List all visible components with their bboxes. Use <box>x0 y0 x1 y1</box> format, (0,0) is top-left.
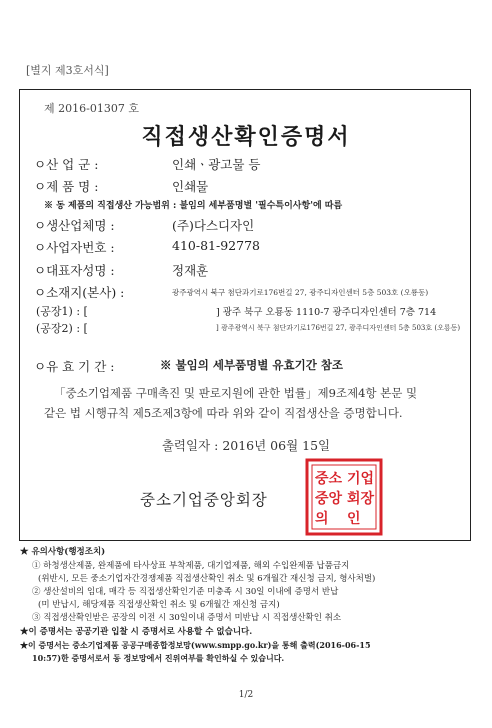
note-2: ② 생산설비의 임대, 매각 등 직접생산확인기준 미충족 시 30일 이내에 증명서 반납 <box>32 587 339 597</box>
note-2b: (미 반납시, 해당제품 직접생산확인 취소 및 6개월간 재신청 금지) <box>38 600 280 610</box>
note-1b: (위반시, 모든 중소기업자간경쟁제품 직접생산확인 취소 및 6개월간 재신청 금지, 형사처벌) <box>38 574 376 584</box>
svg-text:인: 인 <box>347 511 361 527</box>
note-5b: 10:57)한 증명서로서 동 정보망에서 진위여부를 확인하실 수 있습니다. <box>32 653 285 663</box>
notes-header: ★ 유의사항(행정조치) <box>20 547 106 557</box>
bizno-label: ㅇ사업자번호 : <box>34 240 115 255</box>
product-name-label: ㅇ제 품 명 : <box>34 179 99 194</box>
body-line-1: 「중소기업제품 구매촉진 및 판로지원에 관한 법률」제9조제4항 본문 및 <box>54 386 418 400</box>
svg-text:기업: 기업 <box>347 471 375 487</box>
form-number: [별지 제3호서식] <box>26 64 109 77</box>
validity-value: ※ 불임의 세부품명별 유효기간 참조 <box>160 358 344 372</box>
address-label: ㅇ소재지(본사) : <box>34 285 125 300</box>
product-name-value: 인쇄물 <box>172 179 209 194</box>
page-number: 1/2 <box>238 690 254 700</box>
factory1-value: ] 광주 북구 오룡동 1110-7 광주디자인센터 7층 714 <box>216 307 437 318</box>
note-3: ③ 직접생산확인받은 공장의 이전 시 30일이내 증명서 미반납 시 직접생산확인 취소 <box>32 613 342 623</box>
svg-text:중앙: 중앙 <box>315 491 343 507</box>
product-group-label: ㅇ산 업 군 : <box>34 157 99 172</box>
document-title: 직접생산확인증명서 <box>141 124 351 150</box>
body-line-2: 같은 법 시행규칙 제5조제3항에 따라 위와 같이 직접생산을 증명합니다. <box>44 406 403 420</box>
ceo-label: ㅇ대표자성명 : <box>34 263 115 278</box>
company-label: ㅇ생산업체명 : <box>34 218 115 233</box>
official-seal <box>305 458 383 536</box>
company-value: (주)다스디자인 <box>172 218 255 233</box>
factory2-value: ] 광주광역시 북구 첨단과기로176번길 27, 광주디자인센터 5층 503호 (오룡동) <box>216 324 461 332</box>
bizno-value: 410-81-92778 <box>172 238 260 253</box>
note-4: ★이 증명서는 공공기관 입찰 시 증명서로 사용할 수 없습니다. <box>20 627 253 637</box>
svg-text:중소: 중소 <box>315 471 343 487</box>
issuer-name: 중소기업중앙회장 <box>140 491 268 509</box>
svg-text:회장: 회장 <box>347 491 375 507</box>
print-date: 출력일자 : 2016년 06월 15일 <box>161 438 331 453</box>
product-group-value: 인쇄ㆍ광고물 등 <box>172 157 261 172</box>
factory2-label: (공장2) : [ <box>36 322 88 335</box>
certificate-number: 제 2016-01307 호 <box>44 102 139 115</box>
scope-notice: ※ 동 제품의 직접생산 가능범위 : 불임의 세부품명별 '필수특이사항'에 따름 <box>44 201 343 211</box>
validity-label: ㅇ유 효 기 간 : <box>34 359 115 374</box>
note-5: ★이 증명서는 중소기업제품 공공구매종합정보망(www.smpp.go.kr)을 통해 출력(2016-06-15 <box>20 640 371 650</box>
factory1-label: (공장1) : [ <box>36 305 88 318</box>
note-1: ① 하청생산제품, 완제품에 타사상표 부착제품, 대기업제품, 해외 수입완제품 납품금지 <box>32 561 350 571</box>
address-value: 광주광역시 북구 첨단과기로176번길 27, 광주디자인센터 5층 503호 (오룡동) <box>172 288 429 297</box>
svg-text:의: 의 <box>315 511 329 527</box>
ceo-value: 정재훈 <box>172 263 209 278</box>
